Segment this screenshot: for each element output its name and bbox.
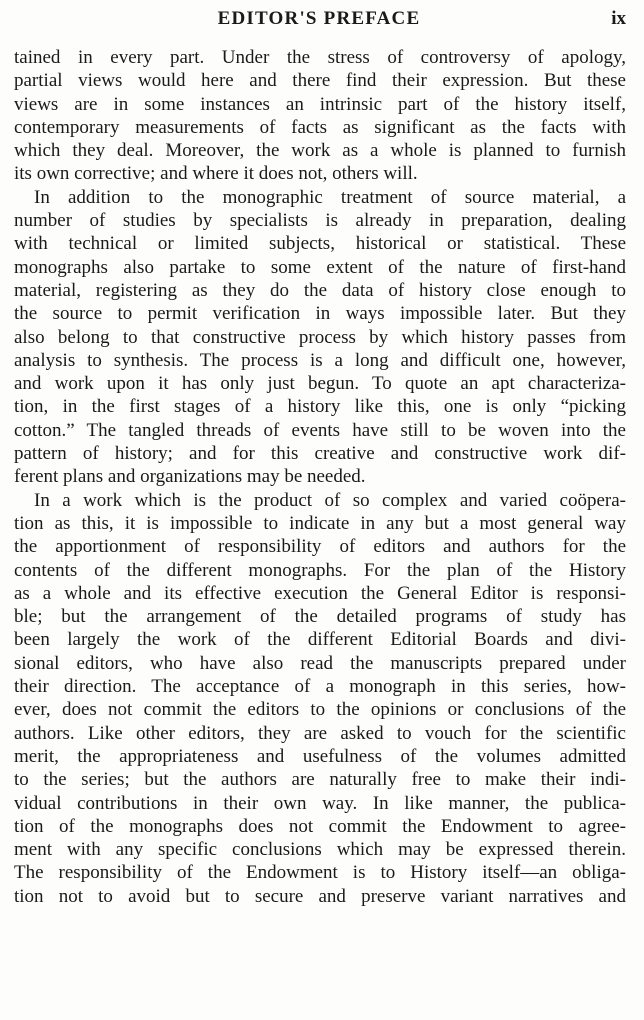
text-line: analysis to synthesis. The process is a long and difficult one, however,	[14, 349, 626, 371]
text-line: tion, in the first stages of a history like this, one is only “picking	[14, 396, 626, 418]
text-line: tion as this, it is impossible to indicate in any but a most general way	[14, 512, 626, 534]
text-line: also belong to that constructive process by which history passes from	[14, 326, 626, 348]
text-line: ment with any specific conclusions which may be expressed therein.	[14, 839, 626, 861]
text-line: their direction. The acceptance of a monograph in this series, how-	[14, 676, 626, 698]
running-head	[12, 8, 626, 34]
text-line: its own corrective; and where it does not, others will.	[14, 163, 418, 185]
text-line: sional editors, who have also read the manuscripts prepared under	[14, 652, 626, 674]
text-line: monographs also partake to some extent of the nature of first-hand	[14, 256, 626, 278]
text-line: the apportionment of responsibility of editors and authors for the	[14, 536, 626, 558]
paragraph-start-line: In addition to the monographic treatment of source material, a	[34, 186, 626, 208]
text-line: the source to permit verification in ways impossible later. But they	[14, 303, 626, 325]
text-line: tained in every part. Under the stress of controversy of apology,	[14, 47, 626, 68]
text-line: partial views would here and there find their expression. But these	[14, 70, 626, 92]
paragraph-start-line: In a work which is the product of so complex and varied coöpera-	[34, 489, 626, 511]
text-line: tion of the monographs does not commit the Endowment to agree-	[14, 815, 626, 837]
text-line: views are in some instances an intrinsic part of the history itself,	[14, 93, 626, 115]
text-line: material, registering as they do the data of history close enough to	[14, 279, 626, 301]
text-line: pattern of history; and for this creative and constructive work dif-	[14, 443, 626, 465]
running-title: EDITOR'S PREFACE	[217, 8, 421, 29]
text-line: as a whole and its effective execution the General Editor is responsi-	[14, 582, 626, 604]
text-line: merit, the appropriateness and usefulness of the volumes admitted	[14, 745, 626, 767]
text-line: ble; but the arrangement of the detailed programs of study has	[14, 606, 626, 628]
text-line: which they deal. Moreover, the work as a whole is planned to furnish	[14, 140, 626, 162]
text-line: to the series; but the authors are naturally free to make their indi-	[14, 769, 626, 791]
text-line: contents of the different monographs. For the plan of the History	[14, 559, 626, 581]
text-line: contemporary measurements of facts as significant as the facts with	[14, 116, 626, 138]
text-line: ever, does not commit the editors to the opinions or conclusions of the	[14, 699, 626, 721]
page-number: ix	[611, 8, 626, 29]
text-line: authors. Like other editors, they are asked to vouch for the scientific	[14, 722, 626, 744]
text-line: with technical or limited subjects, historical or statistical. These	[14, 233, 626, 255]
text-line: tion not to avoid but to secure and preserve variant narratives and	[14, 885, 626, 907]
text-line: ferent plans and organizations may be needed.	[14, 466, 366, 488]
text-line: The responsibility of the Endowment is to History itself—an obliga-	[14, 862, 626, 884]
text-line: cotton.” The tangled threads of events have still to be woven into the	[14, 419, 626, 441]
body-text	[14, 46, 626, 908]
text-line: number of studies by specialists is already in preparation, dealing	[14, 210, 626, 232]
text-line: and work upon it has only just begun. To quote an apt characteriza-	[14, 373, 626, 395]
text-line: been largely the work of the different Editorial Boards and divi-	[14, 629, 626, 651]
text-line: vidual contributions in their own way. In like manner, the publica-	[14, 792, 626, 814]
